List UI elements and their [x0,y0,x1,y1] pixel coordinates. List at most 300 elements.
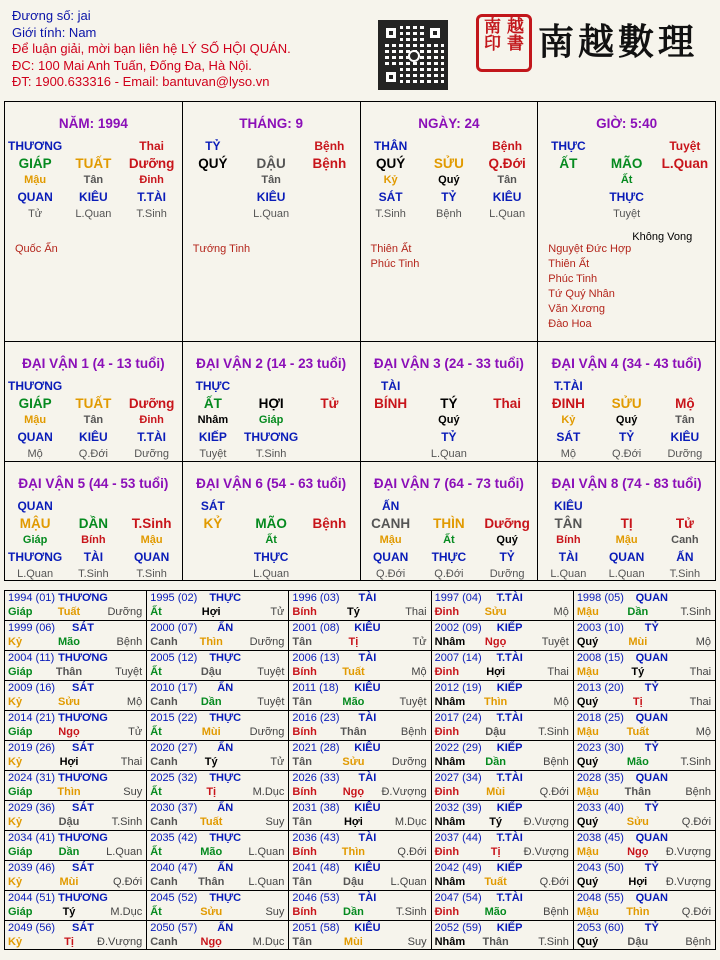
year-cell [432,710,574,740]
year-branch: Ngọ [484,636,507,648]
year-label: 2044 (51) [8,892,56,904]
pillar-sub: L.Quan [489,208,526,220]
pillar-gods: QUAN [17,190,53,204]
year-stem: Bính [292,846,317,858]
year-branch: Dần [627,606,649,618]
year-row [5,770,716,800]
year-god: KIÊU [354,682,381,694]
cell-title: ĐẠI VẬN 8 (74 - 83 tuổi) [551,476,702,491]
year-branch: Thân [55,666,83,678]
pillar-hid [540,173,596,188]
year-god: T.TÀI [496,832,523,844]
year-label: 2000 (07) [150,622,198,634]
pillar-gods: QUAN [608,550,645,564]
year-god: QUAN [635,892,669,904]
stars-list [183,242,360,257]
pillar-table [538,377,715,464]
pillar-sub: L.Quan [608,568,645,580]
year-branch: Mão [58,636,80,648]
pillar-sub: Q.Đới [78,448,108,460]
cell-title: GIỜ: 5:40 [596,116,658,131]
pillar-sub [657,207,713,222]
year-cell [5,740,147,770]
pillar-stem: GIÁP [18,156,52,171]
year-cell [289,860,431,890]
pillar-gods: T.TÀI [137,430,166,444]
year-branch: Tị [206,786,217,798]
year-cell [147,590,289,620]
year-label: 2018 (25) [576,712,624,724]
year-branch: Sửu [200,906,223,918]
year-cell [289,740,431,770]
pillar-top: Bệnh [314,139,345,153]
year-label: 2004 (11) [8,652,55,664]
year-label: 2017 (24) [434,712,482,724]
year-row [5,710,716,740]
year-god: TÀI [358,652,377,664]
dai-van-cell [538,461,716,581]
year-row [5,680,716,710]
year-god: THỰC [209,772,242,784]
year-stem: Đinh [434,906,460,918]
pillar-hid [185,533,241,548]
year-stem: Tân [292,876,312,888]
year-stem: Đinh [434,786,460,798]
year-stage: Thai [405,606,427,618]
year-stage: Đ.Vượng [665,846,712,858]
pillar-row [4,101,716,341]
year-stem: Canh [150,636,178,648]
pillar-stem: TÂN [554,516,583,531]
year-label: 2001 (08) [292,622,340,634]
pillar-stem: GIÁP [18,396,52,411]
year-stem: Ất [150,666,162,678]
year-branch: Thân [340,726,367,738]
year-god: THƯƠNG [58,832,108,844]
year-cell [289,830,431,860]
year-branch: Sửu [342,756,365,768]
year-label: 2029 (36) [8,802,56,814]
pillar-stem: Thai [493,396,521,411]
year-god: ẤN [217,682,234,694]
year-stem: Giáp [8,726,33,738]
year-stage: Thai [689,666,712,678]
year-stem: Canh [150,696,178,708]
pillar-sub: L.Quan [75,208,112,220]
year-god: KIẾP [496,622,523,634]
year-stage: Bệnh [543,906,569,918]
pillar-gods: QUAN [17,430,53,444]
year-branch: Dần [58,846,80,858]
year-stage: Q.Đới [112,876,143,888]
pillar-sub: Dưỡng [134,448,169,460]
dai-van-cell [361,461,539,581]
year-god: ẤN [217,862,234,874]
year-cell [147,740,289,770]
pillar-hid [301,413,357,428]
pillar-hid: Mậu [24,414,47,426]
year-god: KIÊU [354,922,381,934]
pillar-top [599,139,655,154]
pillar-sub: L.Quan [253,568,290,580]
year-label: 1997 (04) [434,592,482,604]
year-stage: M.Dục [110,906,143,918]
year-branch: Mão [200,846,223,858]
year-cell [5,650,147,680]
pillar-gods: KIÊU [670,430,700,444]
year-god: T.TÀI [496,892,523,904]
pillar-cell-block [183,101,361,341]
year-stem: Canh [150,816,178,828]
pillar-gods: KIÊU [492,190,522,204]
year-branch: Mão [484,906,507,918]
year-cell [147,710,289,740]
year-stem: Mậu [576,606,599,618]
year-stage: M.Dục [252,936,285,948]
year-stem: Tân [292,696,312,708]
year-stem: Ất [150,786,162,798]
year-cell [147,890,289,920]
year-god: T.TÀI [496,652,523,664]
pillar-hid: Ất [443,534,455,546]
pillar-sub [363,447,419,462]
year-label: 2006 (13) [292,652,340,664]
year-stage: Bệnh [116,636,143,648]
dai-van-cell [5,341,183,461]
pillar-stem: Mộ [675,396,695,411]
pillar-sub: Dưỡng [667,448,703,460]
year-god: ẤN [217,922,234,934]
pillar-sub [479,447,535,462]
year-stem: Mậu [576,726,599,738]
year-label: 2037 (44) [434,832,482,844]
year-branch: Thìn [626,906,650,918]
year-stage: Đ.Vượng [523,846,569,858]
year-stem: Kỷ [8,756,23,768]
year-label: 2005 (12) [150,652,198,664]
year-row [5,620,716,650]
year-branch: Mùi [343,936,363,948]
year-branch: Mão [626,756,649,768]
year-cell [289,590,431,620]
year-cell [574,590,716,620]
year-cell [5,680,147,710]
year-branch: Mùi [59,876,79,888]
pillar-table [538,137,715,224]
pillar-top: SÁT [200,499,225,513]
pillar-top: THƯƠNG [8,379,63,393]
year-label: 2045 (52) [150,892,198,904]
year-label: 2024 (31) [8,772,56,784]
pillar-table [5,377,182,464]
pillar-top [243,499,299,514]
pillar-hid: Ất [265,534,277,546]
year-branch: Ngọ [627,846,649,858]
year-cell [289,710,431,740]
pillar-sub: Tuyệt [613,208,641,220]
stars-list [361,242,538,272]
pillar-gods: THỰC [609,190,644,204]
year-stage: Bệnh [685,786,712,798]
pillar-sub: Q.Đới [434,568,464,580]
year-stage: Tuyệt [541,636,569,648]
year-stem: Quý [576,696,599,708]
pillar-gods: KIẾP [198,430,227,444]
pillar-top [421,139,477,154]
year-label: 2051 (58) [292,922,340,934]
year-branch: Hợi [59,756,79,768]
year-cell [432,620,574,650]
year-branch: Mão [342,696,365,708]
pillar-gods: TỶ [441,430,457,444]
year-label: 2033 (40) [576,802,624,814]
year-stage: L.Quan [248,846,285,858]
pillar-sub: T.Sinh [669,568,701,580]
year-stem: Bính [292,786,317,798]
pillar-cell-block [5,101,183,341]
year-god: QUAN [635,712,669,724]
pillar-gods: QUAN [133,550,170,564]
year-stage: Đ.Vượng [523,816,569,828]
pillar-gods: KIÊU [79,430,108,444]
pillar-stem: SỬU [433,156,464,171]
year-god: TỶ [644,742,659,754]
pillar-sub: T.Sinh [136,208,167,220]
year-stage: Tử [270,756,285,768]
pillar-stem: Dưỡng [128,396,175,411]
year-branch: Dậu [58,816,80,828]
year-cell [289,680,431,710]
cell-title: ĐẠI VẬN 7 (64 - 73 tuổi) [373,476,524,491]
pillar-top [479,379,535,394]
year-cell [5,920,147,950]
pillar-gods: SÁT [556,430,581,444]
pillar-stem: L.Quan [661,156,709,171]
dai-van-cell [5,461,183,581]
year-cell [574,770,716,800]
year-row [5,920,716,950]
year-row [5,740,716,770]
year-god: THỰC [209,832,242,844]
pillar-top: Bệnh [492,139,523,153]
pillar-table [183,497,360,584]
year-stem: Đinh [434,606,460,618]
pillar-table [361,497,538,584]
year-stage: Mộ [411,666,427,678]
year-stem: Đinh [434,846,460,858]
pillar-stem: Tử [320,396,339,411]
year-stage: Q.Đới [397,846,427,858]
year-god: TÀI [358,772,377,784]
pillar-stem: Bệnh [312,516,347,531]
year-cell [289,890,431,920]
pillar-sub: L.Quan [430,448,467,460]
year-stem: Kỷ [8,936,23,948]
pillar-sub [185,567,241,582]
year-god: TỶ [644,922,659,934]
cell-title: ĐẠI VẬN 4 (34 - 43 tuổi) [551,356,702,371]
year-label: 2046 (53) [292,892,340,904]
year-branch: Dậu [485,726,506,738]
year-god: KIẾP [496,802,523,814]
pillar-top [479,499,535,514]
year-branch: Hợi [343,816,363,828]
year-god: THƯƠNG [58,652,108,664]
year-stem: Mậu [576,906,599,918]
star-item: Nguyệt Đức Hợp [548,243,632,255]
pillar-table [5,497,182,584]
year-stem: Nhâm [434,696,466,708]
cell-title: ĐẠI VẬN 2 (14 - 23 tuổi) [196,356,347,371]
pillar-top: KIÊU [554,499,583,513]
year-god: KIẾP [496,922,523,934]
pillar-hid: Tân [261,174,281,186]
stars-list [538,242,715,332]
year-label: 2014 (21) [8,712,56,724]
pillar-top [65,499,121,514]
year-cell [574,890,716,920]
year-stem: Ất [150,606,162,618]
year-cell [5,830,147,860]
pillar-top [124,499,180,514]
year-stage: Q.Đới [539,876,569,888]
year-god: TỶ [644,802,659,814]
pillar-hid: Mậu [140,534,163,546]
year-cell [432,680,574,710]
year-stage: Q.Đới [681,906,712,918]
star-item: Đào Hoa [548,318,592,330]
year-label: 2010 (17) [150,682,198,694]
year-stem: Giáp [8,846,33,858]
year-row [5,650,716,680]
year-stage: Q.Đới [539,786,569,798]
seal-logo: 南 越 印 書 [476,14,532,72]
year-cell [289,650,431,680]
pillar-hid: Tân [83,174,104,186]
year-stem: Bính [292,666,317,678]
star-item: Văn Xương [548,303,606,315]
year-cell [5,770,147,800]
year-cell [574,710,716,740]
year-label: 1995 (02) [150,592,198,604]
year-stage: L.Quan [106,846,143,858]
pillar-stem: TUẤT [75,156,112,171]
year-branch: Thìn [199,636,223,648]
pillar-stem: CANH [371,516,411,531]
year-cell [5,620,147,650]
year-god: SÁT [72,742,94,754]
pillar-sub: T.Sinh [78,568,109,580]
pillar-sub: Bệnh [436,208,462,220]
year-stage: Tuyệt [257,666,285,678]
year-label: 2016 (23) [292,712,340,724]
brand-logo: 南越數理 [538,21,699,63]
year-god: SÁT [72,622,94,634]
year-label: 2025 (32) [150,772,198,784]
year-stage: Dưỡng [249,636,285,648]
pillar-top [301,499,357,514]
pillar-gods: QUAN [372,550,409,564]
pillar-gods: TÀI [558,550,579,564]
year-cell [574,680,716,710]
year-cell [147,830,289,860]
year-god: TỶ [644,862,659,874]
year-stage: L.Quan [248,876,285,888]
pillar-sub [540,207,596,222]
pillar-stem: KỶ [203,516,223,531]
year-cell [147,680,289,710]
year-god: TÀI [358,592,377,604]
pillar-hid: Đinh [139,174,164,186]
year-label: 2053 (60) [576,922,624,934]
year-stage: T.Sinh [538,726,569,738]
year-branch: Tý [204,756,218,768]
star-item: Tướng Tinh [192,243,251,255]
year-god: THƯƠNG [58,892,108,904]
pillar-stem: MÃO [255,516,287,531]
year-cell [289,770,431,800]
pillar-gods: KIÊU [79,190,108,204]
year-branch: Mùi [486,786,506,798]
year-stem: Giáp [8,906,33,918]
year-stage: Thai [120,756,143,768]
year-branch: Hợi [486,666,506,678]
year-stage: Tuyệt [257,696,285,708]
year-stem: Ất [150,906,162,918]
year-cell [432,830,574,860]
cell-title: NGÀY: 24 [418,116,480,131]
year-cell [5,710,147,740]
year-god: THỰC [209,712,242,724]
year-label: 2034 (41) [8,832,56,844]
year-cell [147,620,289,650]
cell-title: ĐẠI VẬN 6 (54 - 63 tuổi) [196,476,347,491]
year-label: 2042 (49) [434,862,482,874]
cell-title: ĐẠI VẬN 5 (44 - 53 tuổi) [18,476,169,491]
pillar-stem: MÃO [610,156,643,171]
pillar-gods [540,190,596,205]
year-label: 2043 (50) [576,862,624,874]
pillar-hid: Bính [556,534,581,546]
year-label: 2009 (16) [8,682,56,694]
pillar-top [243,379,299,394]
year-branch: Thân [482,936,509,948]
year-branch: Mùi [628,636,648,648]
pillar-sub: Q.Đới [612,448,642,460]
year-god: KIÊU [354,742,381,754]
pillar-stem: ẤT [559,156,578,171]
star-item: Tứ Quý Nhân [548,288,615,300]
pillar-gods [657,190,713,205]
qr-code-icon [378,20,448,90]
year-stem: Kỷ [8,636,23,648]
year-stem: Mậu [576,666,599,678]
star-item: Thiên Ất [370,243,412,255]
pillar-gods: THỰC [431,550,467,564]
year-god: TÀI [358,892,377,904]
year-stem: Kỷ [8,876,23,888]
pillar-hid [479,413,535,428]
year-label: 2048 (55) [576,892,624,904]
year-stem: Tân [292,816,312,828]
year-stage: Đ.Vượng [665,876,712,888]
year-god: KIẾP [496,682,523,694]
year-cell [432,920,574,950]
pillar-top [599,499,655,514]
pillar-gods [301,430,357,445]
year-god: THỰC [209,892,242,904]
pillar-gods [479,430,535,445]
